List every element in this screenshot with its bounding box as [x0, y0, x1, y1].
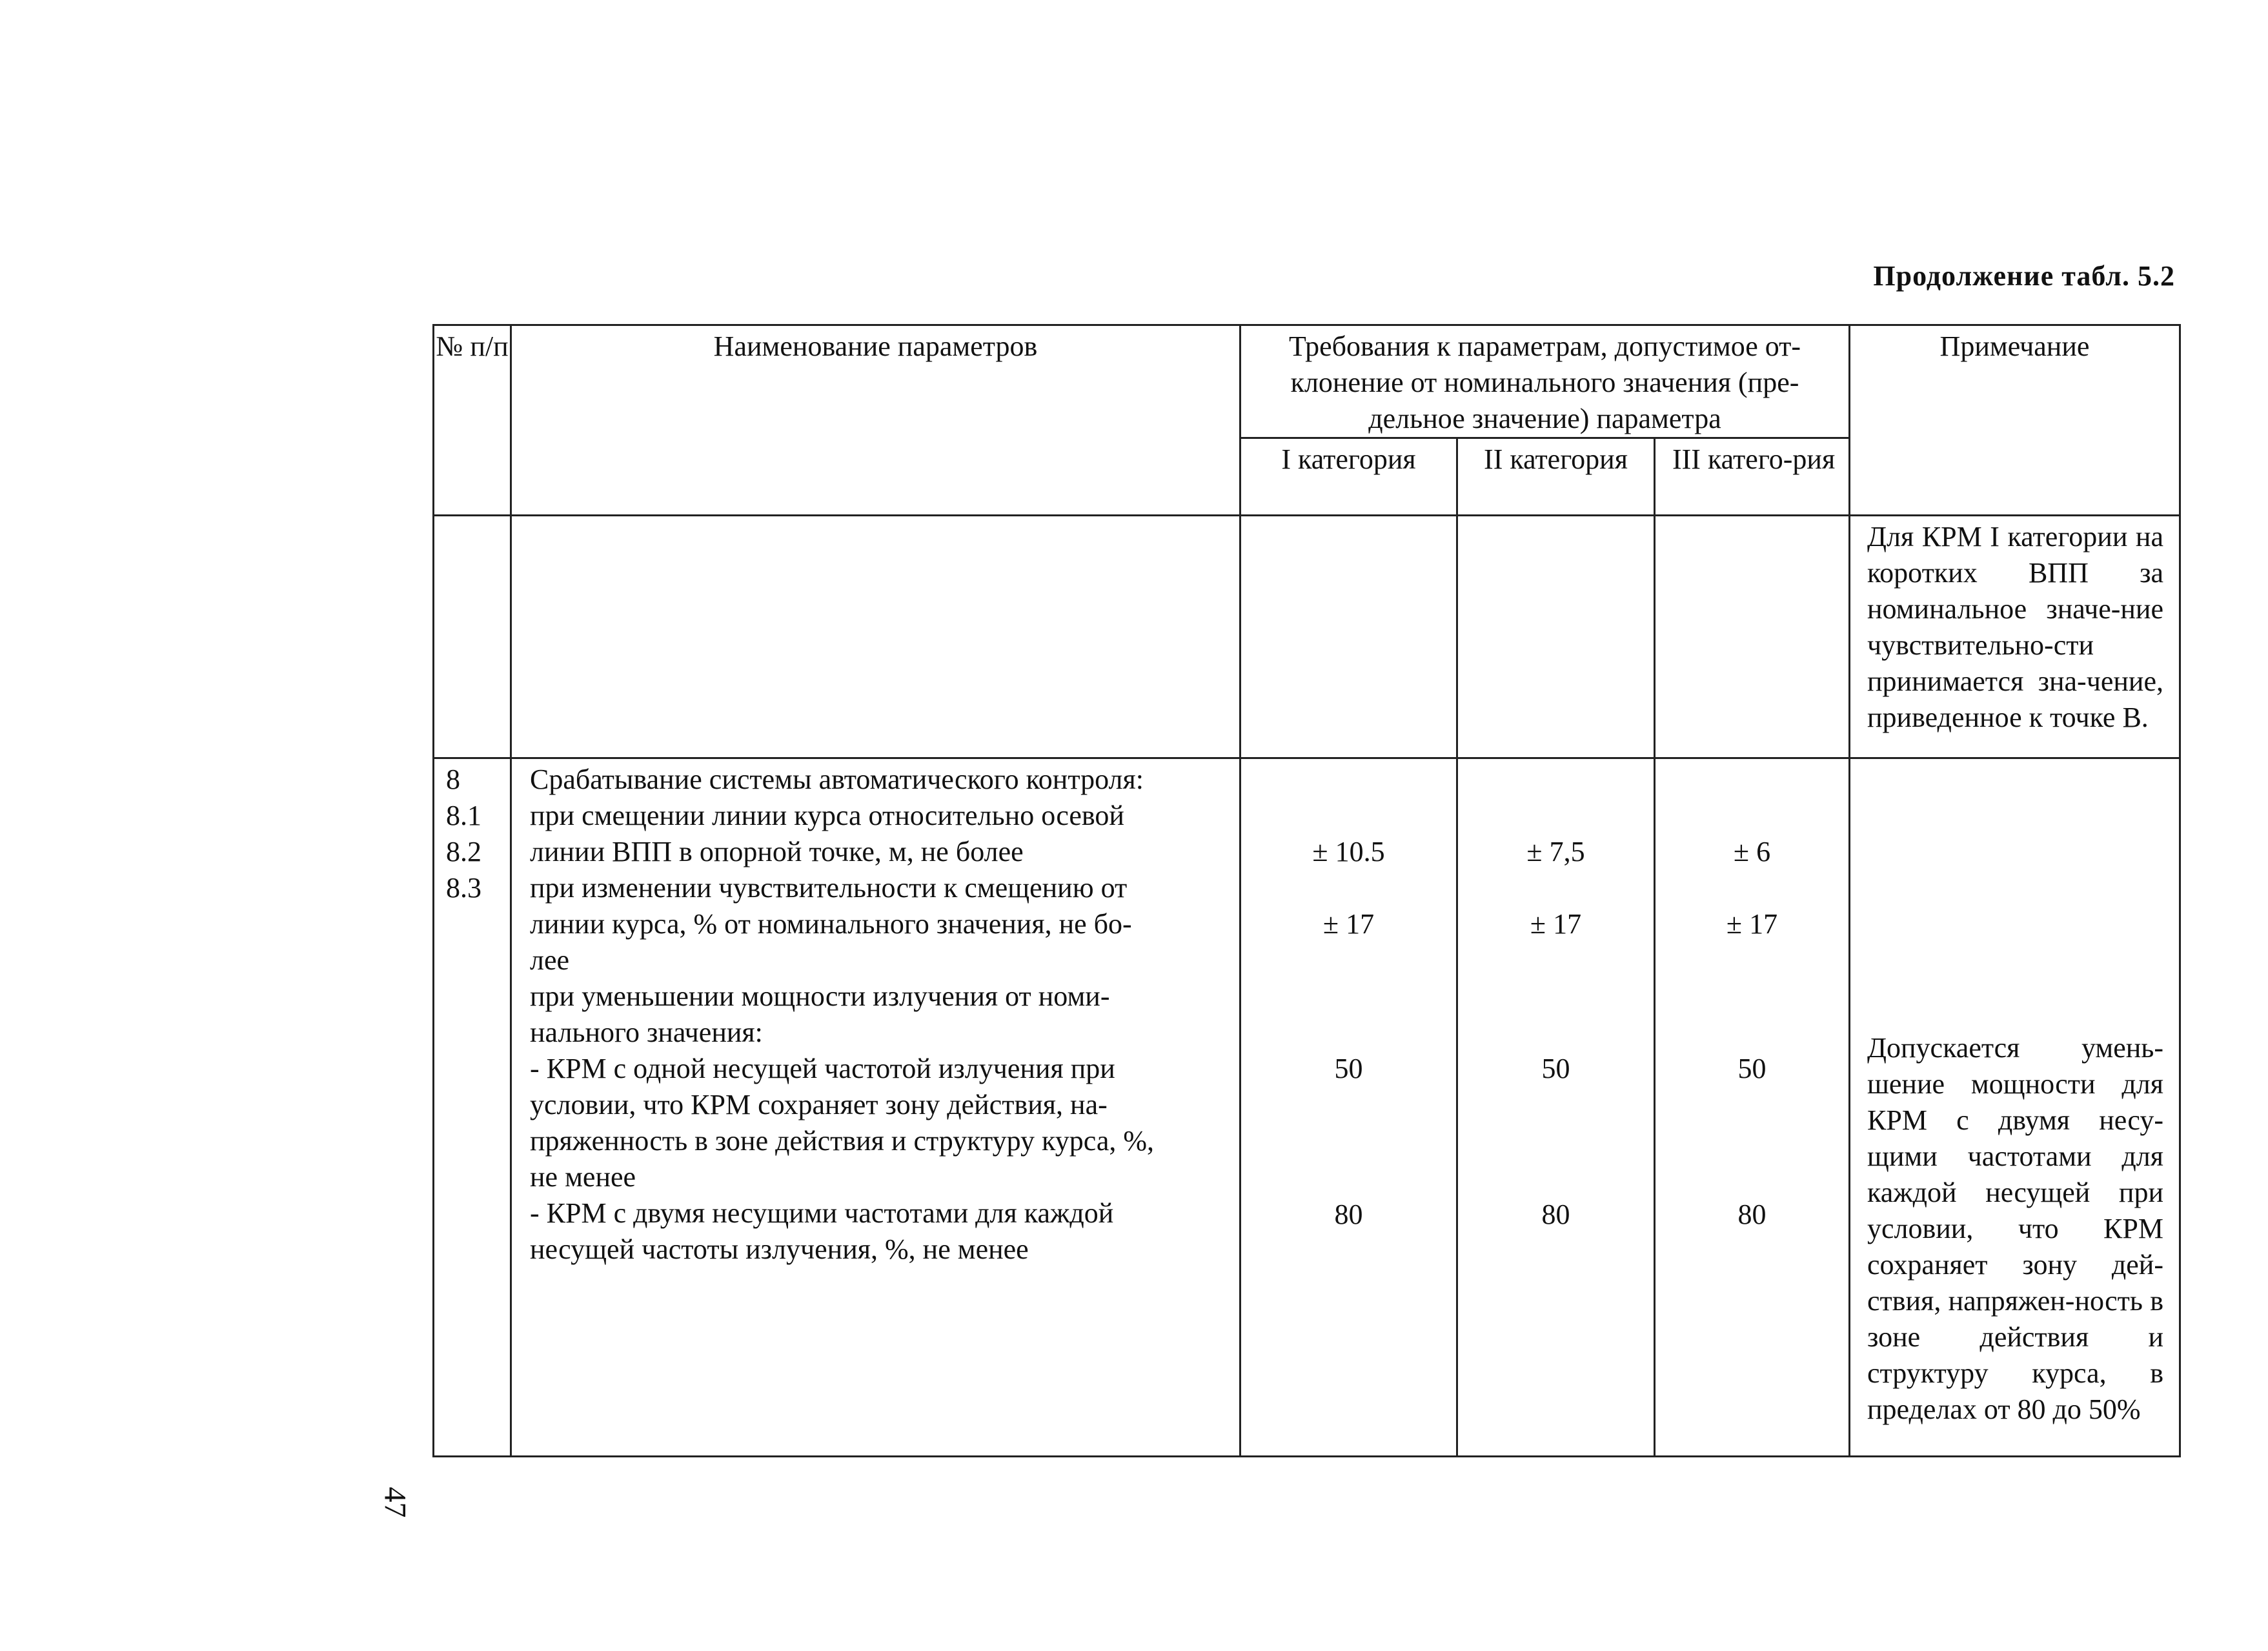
value-8-3a-cat1: 50 — [1334, 1053, 1363, 1084]
prev-cat1-cell — [1240, 516, 1457, 758]
param-line: несущей частоты излучения, %, не менее — [530, 1233, 1029, 1265]
parameters-table — [432, 324, 2181, 1457]
param-line: условии, что КРМ сохраняет зону действия, на- — [530, 1089, 1108, 1120]
prev-cat2-cell — [1457, 516, 1655, 758]
prev-note-cell: Для КРМ I категории на коротких ВПП за номинальное значе-ние чувствительно-сти принимается зна-чение, приведенное к точке В. — [1850, 516, 2180, 758]
param-line: при смещении линии курса относительно осевой — [530, 800, 1124, 831]
value-8-1-cat2: ± 7,5 — [1526, 836, 1585, 867]
value-8-1-cat1: ± 10.5 — [1312, 836, 1385, 867]
row8-cat2-cell — [1457, 758, 1655, 1457]
value-8-3a-cat3: 50 — [1737, 1053, 1767, 1084]
row8-cat1-cell — [1240, 758, 1457, 1457]
value-8-2-cat1: ± 17 — [1322, 908, 1375, 940]
prev-name-cell — [511, 516, 1240, 758]
value-8-3b-cat2: 80 — [1541, 1199, 1570, 1230]
prev-num-cell — [434, 516, 511, 758]
table-caption: Продолжение табл. 5.2 — [1873, 260, 2175, 292]
row-number: 8.3 — [446, 872, 481, 904]
row-number: 8 — [446, 764, 460, 795]
row-number: 8.1 — [446, 800, 481, 831]
header-requirements: Требования к параметрам, допустимое от-клонение от номинального значения (пре-дельное значение) параметра — [1240, 325, 1850, 438]
param-line: Срабатывание системы автоматического контроля: — [530, 764, 1144, 795]
value-8-3b-cat1: 80 — [1334, 1199, 1363, 1230]
header-name: Наименование параметров — [511, 325, 1240, 516]
row8-cat3-cell — [1655, 758, 1850, 1457]
param-line: при уменьшении мощности излучения от номи- — [530, 980, 1110, 1012]
prev-cat3-cell — [1655, 516, 1850, 758]
param-line: линии курса, % от номинального значения, не бо- — [530, 908, 1132, 940]
param-line: - КРМ с одной несущей частотой излучения при — [530, 1053, 1115, 1084]
header-cat1: I категория — [1240, 438, 1457, 516]
param-line: не менее — [530, 1161, 636, 1193]
param-line: линии ВПП в опорной точке, м, не более — [530, 836, 1024, 867]
page-number: 47 — [378, 1486, 412, 1518]
header-num: № п/п — [434, 325, 511, 516]
param-line: лее — [530, 944, 570, 976]
header-cat3: III катего-рия — [1655, 438, 1850, 516]
value-8-2-cat3: ± 17 — [1726, 908, 1778, 940]
row-number: 8.2 — [446, 836, 481, 867]
header-note: Примечание — [1850, 325, 2180, 516]
row8-param-cell — [511, 758, 1240, 1457]
value-8-1-cat3: ± 6 — [1733, 836, 1771, 867]
param-line: при изменении чувствительности к смещению от — [530, 872, 1128, 904]
value-8-3b-cat3: 80 — [1737, 1199, 1767, 1230]
row8-num-cell — [434, 758, 511, 1457]
row8-note-cell: Допускается умень-шение мощности для КРМ с двумя несу-щими частотами для каждой несущей при условии, что КРМ сохраняет зону дей-ствия, напряжен-ность в зоне действия и структуру курса, в пределах от 80 до 50% — [1850, 758, 2180, 1457]
param-line: - КРМ с двумя несущими частотами для каждой — [530, 1197, 1114, 1229]
header-cat2: II категория — [1457, 438, 1655, 516]
param-line: нального значения: — [530, 1017, 763, 1048]
value-8-3a-cat2: 50 — [1541, 1053, 1570, 1084]
value-8-2-cat2: ± 17 — [1530, 908, 1582, 940]
param-line: пряженность в зоне действия и структуру курса, %, — [530, 1125, 1155, 1157]
